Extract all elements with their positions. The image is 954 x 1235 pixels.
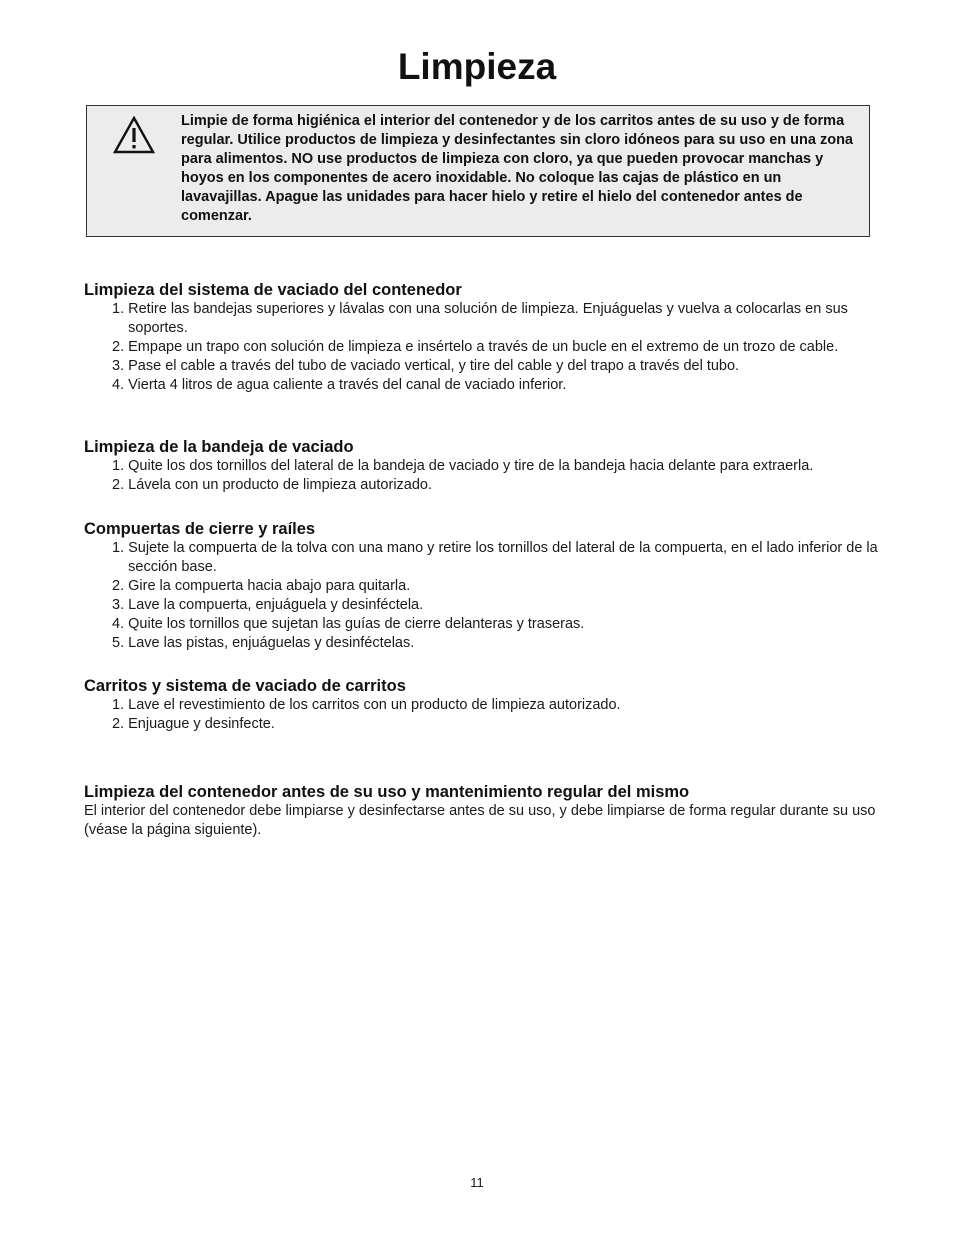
- warning-box: [86, 105, 870, 237]
- list-item: 2. Empape un trapo con solución de limpieza e insértelo a través de un bucle en el extremo de un trozo de cable.: [112, 339, 839, 355]
- steps-list: [112, 696, 884, 734]
- page-title: Limpieza: [397, 46, 557, 87]
- page-number: 11: [470, 1175, 484, 1190]
- list-item: 2. Gire la compuerta hacia abajo para quitarla.: [112, 578, 411, 594]
- section-paragraph: El interior del contenedor debe limpiarse y desinfectarse antes de su uso, y debe limpiarse de forma regular durante su uso (véase la página siguiente).: [84, 803, 876, 838]
- section-drain-system: [84, 281, 884, 395]
- steps-list: [112, 300, 884, 395]
- section-heading: Limpieza del sistema de vaciado del contenedor: [84, 281, 462, 299]
- steps-list: [112, 539, 884, 653]
- list-item: 4. Quite los tornillos que sujetan las guías de cierre delanteras y traseras.: [112, 616, 585, 632]
- list-item: 4. Vierta 4 litros de agua caliente a través del canal de vaciado inferior.: [112, 377, 567, 393]
- section-heading: Compuertas de cierre y raíles: [84, 520, 316, 538]
- list-item: 1. Sujete la compuerta de la tolva con una mano y retire los tornillos del lateral de la compuerta, en el lado inferior de la sección base.: [112, 540, 878, 575]
- list-item: 1. Quite los dos tornillos del lateral de la bandeja de vaciado y tire de la bandeja hacia delante para extraerla.: [112, 458, 814, 474]
- list-item: 2. Enjuague y desinfecte.: [112, 716, 275, 732]
- section-regular-maintenance: [84, 783, 884, 840]
- list-item: 5. Lave las pistas, enjuáguelas y desinféctelas.: [112, 635, 415, 651]
- warning-triangle-icon: [113, 116, 155, 154]
- warning-text: Limpie de forma higiénica el interior del contenedor y de los carritos antes de su uso y de forma regular. Utilice productos de limpieza y desinfectantes sin cloro idóneos para su uso en una zona para alimentos. NO use productos de limpieza con cloro, ya que pueden provocar manchas y hoyos en los componentes de acero inoxidable. No coloque las cajas de plástico en un lavavajillas. Apague las unidades para hacer hielo y retire el hielo del contenedor antes de comenzar.: [181, 113, 853, 224]
- list-item: 3. Lave la compuerta, enjuáguela y desinféctela.: [112, 597, 424, 613]
- list-item: 1. Lave el revestimiento de los carritos con un producto de limpieza autorizado.: [112, 697, 621, 713]
- section-gates-rails: [84, 520, 884, 653]
- list-item: 3. Pase el cable a través del tubo de vaciado vertical, y tire del cable y del trapo a través del tubo.: [112, 358, 740, 374]
- section-drain-tray: [84, 438, 884, 495]
- section-heading: Limpieza del contenedor antes de su uso y mantenimiento regular del mismo: [84, 783, 690, 801]
- list-item: 2. Lávela con un producto de limpieza autorizado.: [112, 477, 433, 493]
- steps-list: [112, 457, 884, 495]
- section-heading: Carritos y sistema de vaciado de carritos: [84, 677, 406, 695]
- section-carts: [84, 677, 884, 734]
- section-heading: Limpieza de la bandeja de vaciado: [84, 438, 354, 456]
- list-item: 1. Retire las bandejas superiores y lávalas con una solución de limpieza. Enjuáguelas y vuelva a colocarlas en sus soportes.: [112, 301, 848, 336]
